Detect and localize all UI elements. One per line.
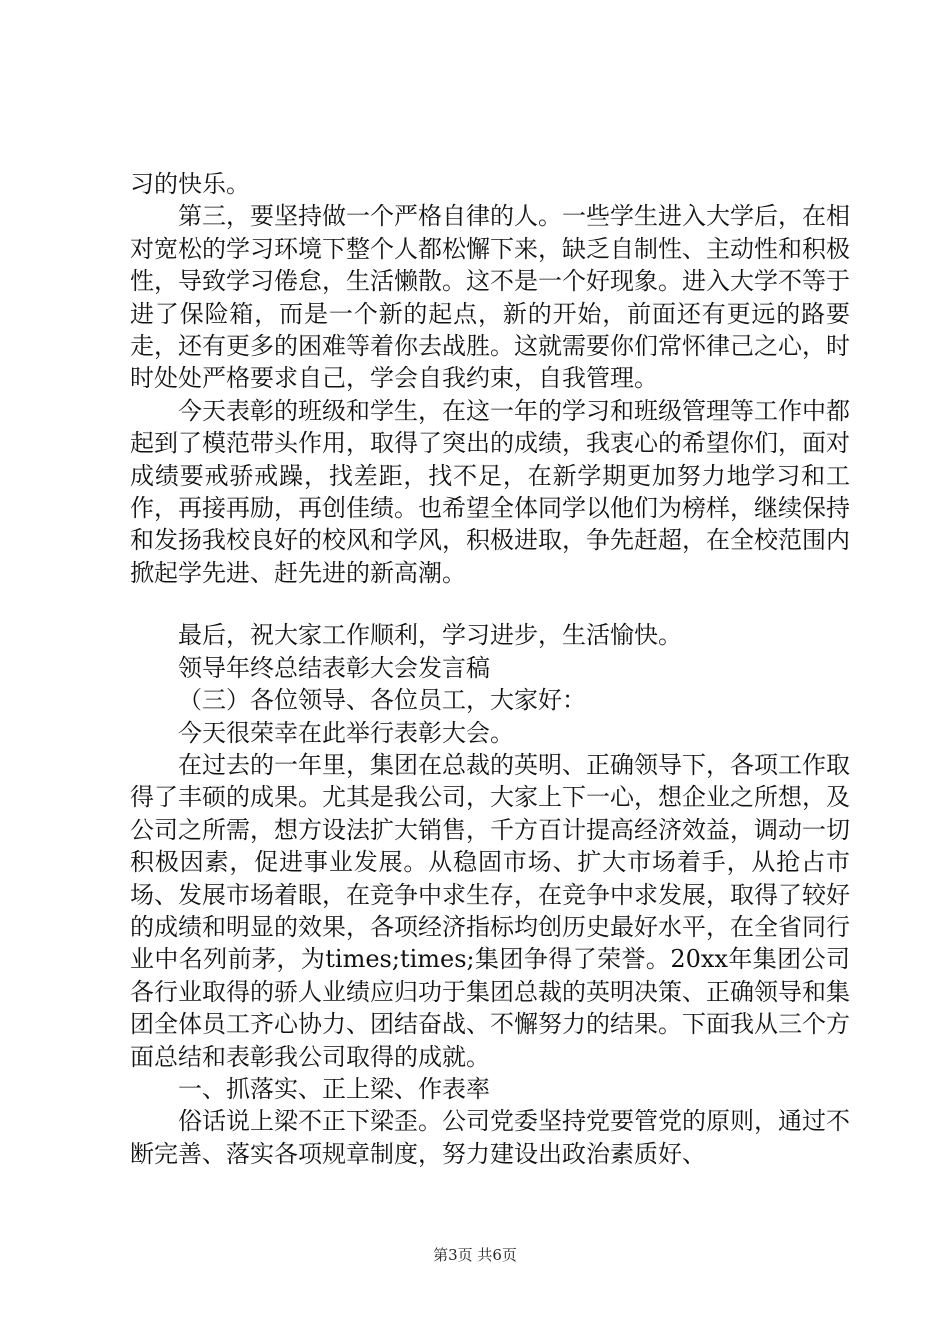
salutation: （三）各位领导、各位员工，大家好： [178, 686, 586, 715]
paragraph: 习的快乐。 [130, 170, 250, 198]
paragraph: 今天表彰的班级和学生，在这一年的学习和班级管理等工作中都起到了模范带头作用，取得了突出的成绩，我衷心的希望你们，面对成绩要戒骄戒躁，找差距，找不足，在新学期更加努力地学习和工作，再接再励，再创佳绩。也希望全体同学以他们为榜样，继续保持和发扬我校良好的校风和学风，积极进取，争先赶超，在全校范围内掀起学先进、赶先进的新高潮。 [130, 396, 850, 587]
paragraph: 最后，祝大家工作顺利，学习进步，生活愉快。 [178, 621, 682, 650]
paragraph: 俗话说上梁不正下梁歪。公司党委坚持党要管党的原则，通过不断完善、落实各项规章制度，努力建设出政治素质好、 [130, 1107, 850, 1168]
heading-item: 一、抓落实、正上梁、作表率 [178, 1074, 490, 1103]
document-body [130, 168, 850, 1170]
paragraph-gap [130, 589, 850, 619]
page-number-footer: 第3页 共6页 [433, 1246, 517, 1264]
paragraph: 第三，要坚持做一个严格自律的人。一些学生进入大学后，在相对宽松的学习环境下整个人都松懈下来，缺乏自制性、主动性和积极性，导致学习倦怠，生活懒散。这不是一个好现象。进入大学不等于进了保险箱，而是一个新的起点，新的开始，前面还有更远的路要走，还有更多的困难等着你去战胜。这就需要你们常怀律己之心，时时处处严格要求自己，学会自我约束，自我管理。 [130, 202, 850, 393]
paragraph: 在过去的一年里，集团在总裁的英明、正确领导下，各项工作取得了丰硕的成果。尤其是我公司，大家上下一心，想企业之所想，及公司之所需，想方设法扩大销售，千方百计提高经济效益，调动一切积极因素，促进事业发展。从稳固市场、扩大市场着手，从抢占市场、发展市场着眼，在竞争中求生存，在竞争中求发展，取得了较好的成绩和明显的效果，各项经济指标均创历史最好水平，在全省同行业中名列前茅，为times;times;集团争得了荣誉。20xx年集团公司各行业取得的骄人业绩应归功于集团总裁的英明决策、正确领导和集团全体员工齐心协力、团结奋战、不懈努力的结果。下面我从三个方面总结和表彰我公司取得的成就。 [130, 750, 850, 1071]
section-title: 领导年终总结表彰大会发言稿 [178, 653, 490, 682]
paragraph: 今天很荣幸在此举行表彰大会。 [178, 718, 514, 747]
